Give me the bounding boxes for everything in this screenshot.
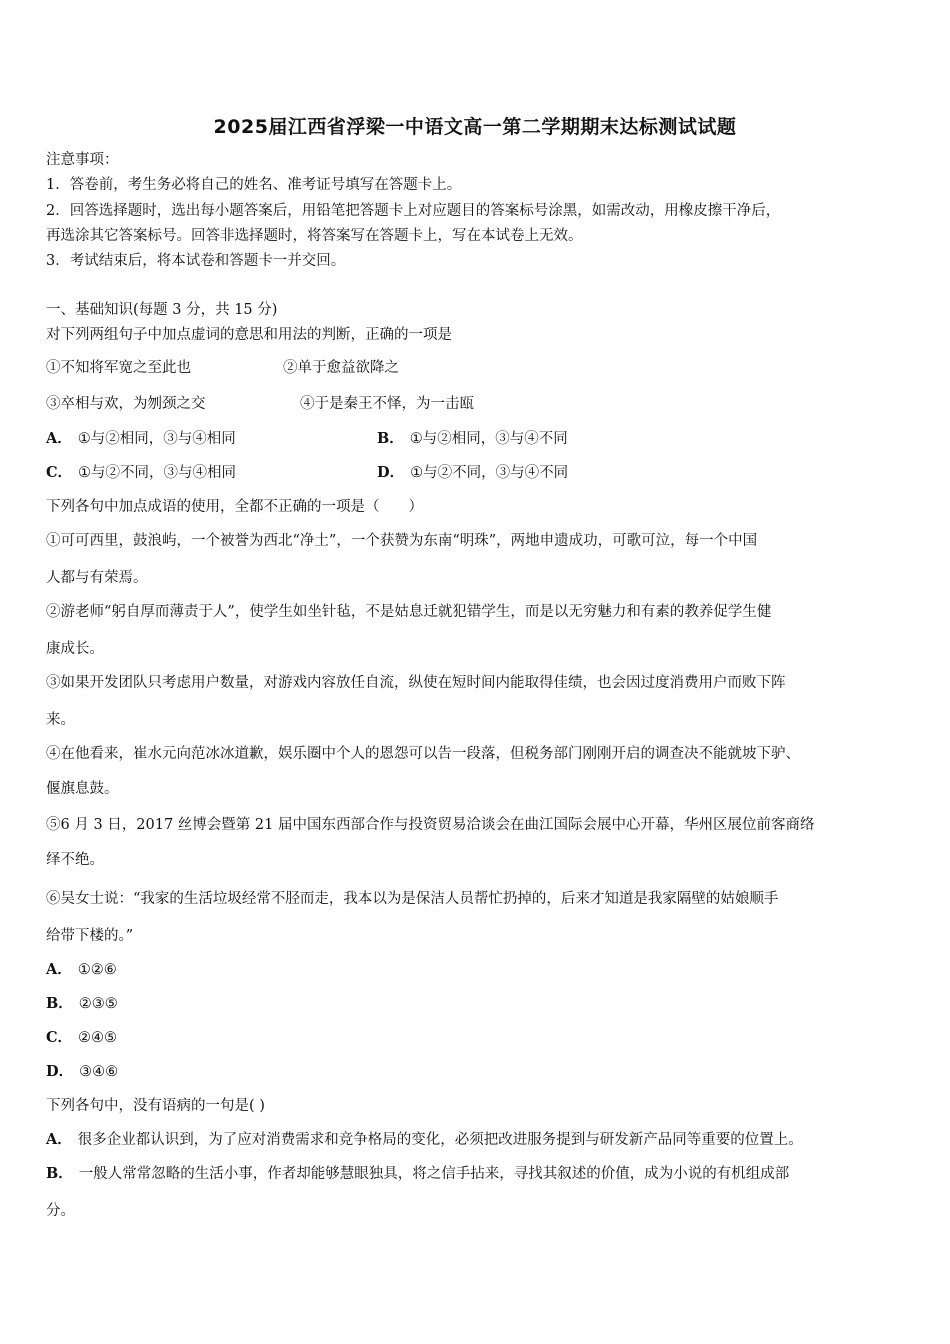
q2-sentence-5: ⑤6 月 3 日，2017 丝博会暨第 21 届中国东西部合作与投资贸易洽谈会在曲江国际会展中心开幕，华州区展位前客商络 — [46, 817, 815, 833]
notice-item-3: 3．考试结束后，将本试卷和答题卡一并交回。 — [46, 253, 346, 269]
q1-stem: 对下列两组句子中加点虚词的意思和用法的判断，正确的一项是 — [46, 327, 452, 343]
q1-sentence-3: ③卒相与欢，为刎颈之交 — [46, 396, 206, 412]
q2-sentence-2-cont: 康成长。 — [46, 641, 104, 657]
section-heading: 一、基础知识(每题 3 分，共 15 分) — [46, 302, 278, 318]
option-text: ②③⑤ — [78, 996, 118, 1012]
option-label: A． — [46, 1131, 72, 1148]
q2-sentence-6: ⑥吴女士说：“我家的生活垃圾经常不胫而走，我本以为是保洁人员帮忙扔掉的，后来才知道是我家隔壁的姑娘顺手 — [46, 891, 779, 907]
option-text: ①与②相同，③与④不同 — [409, 431, 568, 447]
option-label: C． — [46, 464, 73, 481]
q1-sentence-4: ④于是秦王不怿，为一击瓯 — [300, 396, 474, 412]
notice-item-1: 1．答卷前，考生务必将自己的姓名、准考证号填写在答题卡上。 — [46, 177, 462, 193]
option-text: ①与②相同，③与④相同 — [77, 431, 236, 447]
option-text: 一般人常常忽略的生活小事，作者却能够慧眼独具，将之信手拈来，寻找其叙述的价值，成为小说的有机组成部 — [78, 1166, 790, 1182]
q1-option-a[interactable] — [46, 429, 236, 449]
q2-sentence-3-cont: 来。 — [46, 712, 75, 728]
q3-option-b[interactable] — [46, 1164, 789, 1184]
q3-option-b-cont: 分。 — [46, 1203, 75, 1219]
q2-sentence-5-cont: 绎不绝。 — [46, 852, 104, 868]
q2-sentence-3: ③如果开发团队只考虑用户数量，对游戏内容放任自流，纵使在短时间内能取得佳绩，也会因过度消费用户而败下阵 — [46, 675, 786, 691]
q2-option-d[interactable] — [46, 1062, 118, 1082]
q2-sentence-4-cont: 偃旗息鼓。 — [46, 781, 119, 797]
page-title: 2025届江西省浮梁一中语文高一第二学期期末达标测试试题 — [213, 116, 737, 138]
option-text: ①②⑥ — [77, 962, 117, 978]
q1-sentence-2: ②单于愈益欲降之 — [283, 360, 399, 376]
notice-item-2: 2．回答选择题时，选出每小题答案后，用铅笔把答题卡上对应题目的答案标号涂黑，如需改动，用橡皮擦干净后， — [46, 203, 781, 219]
option-label: C． — [46, 1029, 73, 1046]
option-label: A． — [46, 961, 72, 978]
option-text: 很多企业都认识到，为了应对消费需求和竞争格局的变化，必须把改进服务提到与研发新产品同等重要的位置上。 — [77, 1132, 803, 1148]
option-label: D． — [377, 464, 405, 481]
notice-heading: 注意事项： — [46, 152, 119, 168]
q2-sentence-4: ④在他看来，崔水元向范冰冰道歉，娱乐圈中个人的恩怨可以告一段落，但税务部门刚刚开启的调查决不能就坡下驴、 — [46, 746, 800, 762]
q2-option-b[interactable] — [46, 994, 118, 1014]
option-text: ①与②不同，③与④相同 — [78, 465, 237, 481]
option-label: B． — [46, 995, 73, 1012]
option-label: B． — [377, 430, 404, 447]
option-label: D． — [46, 1063, 74, 1080]
q2-option-c[interactable] — [46, 1028, 117, 1048]
q1-option-b[interactable] — [377, 429, 568, 449]
q2-stem: 下列各句中加点成语的使用，全都不正确的一项是（ ） — [46, 499, 423, 515]
q1-option-d[interactable] — [377, 463, 568, 483]
q3-option-a[interactable] — [46, 1130, 803, 1150]
q2-sentence-6-cont: 给带下楼的。” — [46, 928, 134, 944]
notice-item-2-cont: 再选涂其它答案标号。回答非选择题时，将答案写在答题卡上，写在本试卷上无效。 — [46, 228, 583, 244]
q2-sentence-1-cont: 人都与有荣焉。 — [46, 570, 148, 586]
option-text: ①与②不同，③与④不同 — [410, 465, 569, 481]
option-text: ③④⑥ — [79, 1064, 119, 1080]
q1-option-c[interactable] — [46, 463, 236, 483]
q2-option-a[interactable] — [46, 960, 117, 980]
option-label: B． — [46, 1165, 73, 1182]
q3-stem: 下列各句中，没有语病的一句是( ) — [46, 1098, 265, 1114]
q2-sentence-1: ①可可西里，鼓浪屿，一个被誉为西北“净土”，一个获赞为东南“明珠”，两地申遗成功，可歌可泣，每一个中国 — [46, 533, 758, 549]
option-text: ②④⑤ — [78, 1030, 118, 1046]
q1-sentence-1: ①不知将军宽之至此也 — [46, 360, 191, 376]
q2-sentence-2: ②游老师“躬自厚而薄责于人”，使学生如坐针毡，不是姑息迁就犯错学生，而是以无穷魅力和有素的教养促学生健 — [46, 604, 772, 620]
option-label: A． — [46, 430, 72, 447]
